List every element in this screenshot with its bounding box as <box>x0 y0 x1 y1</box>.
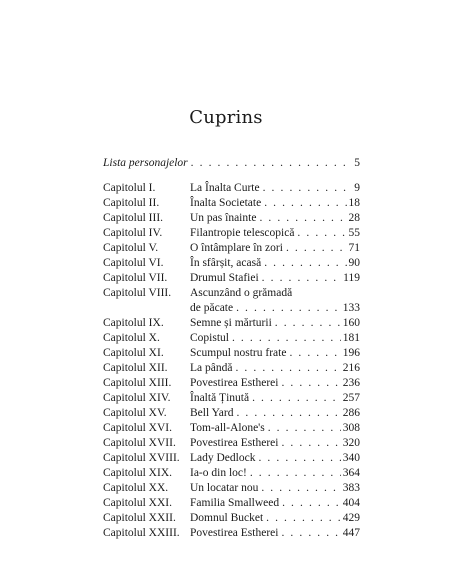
toc-chapter-number: Capitolul IV. <box>103 227 163 239</box>
toc-chapter-number: Capitolul VI. <box>103 257 164 269</box>
toc-entry <box>103 346 360 361</box>
toc-chapter-number: Capitolul XIII. <box>103 377 172 389</box>
toc-chapter-number: Capitolul XVII. <box>103 437 176 449</box>
toc-lead-label: Lista personajelor <box>103 157 188 169</box>
dot-leader <box>281 526 340 541</box>
toc-chapter-title: Povestirea Estherei <box>190 437 279 449</box>
toc-chapter-title: Filantropie telescopică <box>190 227 295 239</box>
toc-chapter-title: Scumpul nostru frate <box>190 347 287 359</box>
dot-leader <box>236 406 340 421</box>
toc-entry <box>103 466 360 481</box>
toc-entry <box>103 496 360 511</box>
dot-leader <box>252 391 341 406</box>
toc-page-number: 18 <box>348 197 360 209</box>
toc-lead-entry <box>103 155 360 171</box>
toc-entry <box>103 271 360 286</box>
dot-leader <box>250 466 341 481</box>
dot-leader <box>289 346 340 361</box>
dot-leader <box>259 211 346 226</box>
toc-chapter-number: Capitolul XX. <box>103 482 169 494</box>
toc-chapter-number: Capitolul XXI. <box>103 497 172 509</box>
toc-chapter-title: Tom-all-Alone's <box>190 422 265 434</box>
page-title: Cuprins <box>189 107 263 128</box>
toc-entry <box>103 196 360 211</box>
toc-page-number: 71 <box>348 242 360 254</box>
toc-entry <box>103 436 360 451</box>
dot-leader <box>235 361 340 376</box>
toc-chapter-title: O întâmplare în zori <box>190 242 283 254</box>
toc-chapter-number: Capitolul XV. <box>103 407 167 419</box>
toc-chapter-number: Capitolul XXII. <box>103 512 176 524</box>
toc-page-number: 340 <box>342 452 360 464</box>
dot-leader <box>264 196 346 211</box>
toc-page-number: 308 <box>342 422 360 434</box>
dot-leader <box>236 301 341 316</box>
toc-chapter-number: Capitolul III. <box>103 212 164 224</box>
toc-chapter-title: Ia-o din loc! <box>190 467 247 479</box>
toc-entry <box>103 286 360 316</box>
toc-entry <box>103 391 360 406</box>
toc-entry <box>103 406 360 421</box>
dot-leader <box>263 181 353 196</box>
dot-leader <box>281 376 340 391</box>
dot-leader <box>264 256 346 271</box>
toc-chapter-number: Capitolul XI. <box>103 347 164 359</box>
toc-page-number: 55 <box>348 227 360 239</box>
toc-chapter-title: Înaltă Ținută <box>190 392 250 404</box>
toc-entry <box>103 526 360 541</box>
toc-chapter-title: Un locatar nou <box>190 482 259 494</box>
dot-leader <box>266 511 341 526</box>
toc-chapter-title: Un pas înainte <box>190 212 257 224</box>
dot-leader <box>262 271 342 286</box>
dot-leader <box>286 241 347 256</box>
toc-entry <box>103 511 360 526</box>
toc-page-number: 160 <box>342 317 360 329</box>
dot-leader <box>191 155 353 171</box>
toc-chapter-title: Drumul Stafiei <box>190 272 259 284</box>
toc-page-number: 196 <box>342 347 360 359</box>
toc-entry <box>103 241 360 256</box>
toc-chapter-number: Capitolul XII. <box>103 362 168 374</box>
toc-chapter-title: Povestirea Estherei <box>190 377 279 389</box>
toc-entry <box>103 181 360 196</box>
toc-chapter-number: Capitolul X. <box>103 332 160 344</box>
toc-chapter-title: Bell Yard <box>190 407 234 419</box>
dot-leader <box>281 436 340 451</box>
toc-page-number: 9 <box>354 182 360 194</box>
toc-chapter-title-line-2: de păcate <box>190 302 234 314</box>
toc-page-number: 90 <box>348 257 360 269</box>
toc-chapter-number: Capitolul VII. <box>103 272 168 284</box>
toc-chapter-title: În sfârșit, acasă <box>190 257 262 269</box>
toc-page-number: 383 <box>342 482 360 494</box>
toc-page-number: 404 <box>342 497 360 509</box>
toc-page-number: 133 <box>342 302 360 314</box>
toc-chapter-number: Capitolul VIII. <box>103 287 172 299</box>
toc-page-number: 216 <box>342 362 360 374</box>
toc-entry <box>103 481 360 496</box>
toc-chapter-title-line-1: Ascunzând o grămadă <box>190 287 293 299</box>
table-of-contents <box>103 155 360 541</box>
toc-chapter-number: Capitolul V. <box>103 242 159 254</box>
toc-page-number: 364 <box>342 467 360 479</box>
toc-page-number: 429 <box>342 512 360 524</box>
dot-leader <box>282 496 341 511</box>
dot-leader <box>232 331 341 346</box>
toc-chapter-title: Povestirea Estherei <box>190 527 279 539</box>
toc-chapter-title: Copistul <box>190 332 229 344</box>
toc-chapter-number: Capitolul XVI. <box>103 422 172 434</box>
toc-chapter-title: Familia Smallweed <box>190 497 280 509</box>
toc-chapter-number: Capitolul I. <box>103 182 156 194</box>
toc-chapter-number: Capitolul II. <box>103 197 160 209</box>
toc-page-number: 28 <box>348 212 360 224</box>
toc-entry <box>103 376 360 391</box>
toc-page-number: 119 <box>343 272 360 284</box>
toc-chapter-title: Lady Dedlock <box>190 452 256 464</box>
toc-page-number: 286 <box>342 407 360 419</box>
toc-chapter-number: Capitolul XIV. <box>103 392 171 404</box>
toc-entry <box>103 421 360 436</box>
toc-entry <box>103 316 360 331</box>
toc-entry <box>103 451 360 466</box>
toc-entry <box>103 361 360 376</box>
toc-chapter-title: La Înalta Curte <box>190 182 260 194</box>
toc-chapter-number: Capitolul XIX. <box>103 467 172 479</box>
toc-chapter-number: Capitolul IX. <box>103 317 164 329</box>
toc-chapter-title: La pândă <box>190 362 233 374</box>
toc-entry <box>103 256 360 271</box>
toc-page-number: 257 <box>342 392 360 404</box>
toc-entry <box>103 226 360 241</box>
toc-chapter-title: Înalta Societate <box>190 197 262 209</box>
toc-page-number: 320 <box>342 437 360 449</box>
dot-leader <box>258 451 340 466</box>
toc-page-number: 181 <box>342 332 360 344</box>
toc-chapter-title: Domnul Bucket <box>190 512 264 524</box>
toc-entry <box>103 211 360 226</box>
dot-leader <box>261 481 340 496</box>
toc-chapter-number: Capitolul XVIII. <box>103 452 180 464</box>
dot-leader <box>297 226 346 241</box>
toc-page-number: 236 <box>342 377 360 389</box>
toc-chapter-number: Capitolul XXIII. <box>103 527 180 539</box>
toc-page-number: 447 <box>342 527 360 539</box>
dot-leader <box>268 421 341 436</box>
toc-lead-page: 5 <box>354 157 360 169</box>
toc-entry <box>103 331 360 346</box>
toc-chapter-title: Semne și mărturii <box>190 317 272 329</box>
dot-leader <box>275 316 341 331</box>
